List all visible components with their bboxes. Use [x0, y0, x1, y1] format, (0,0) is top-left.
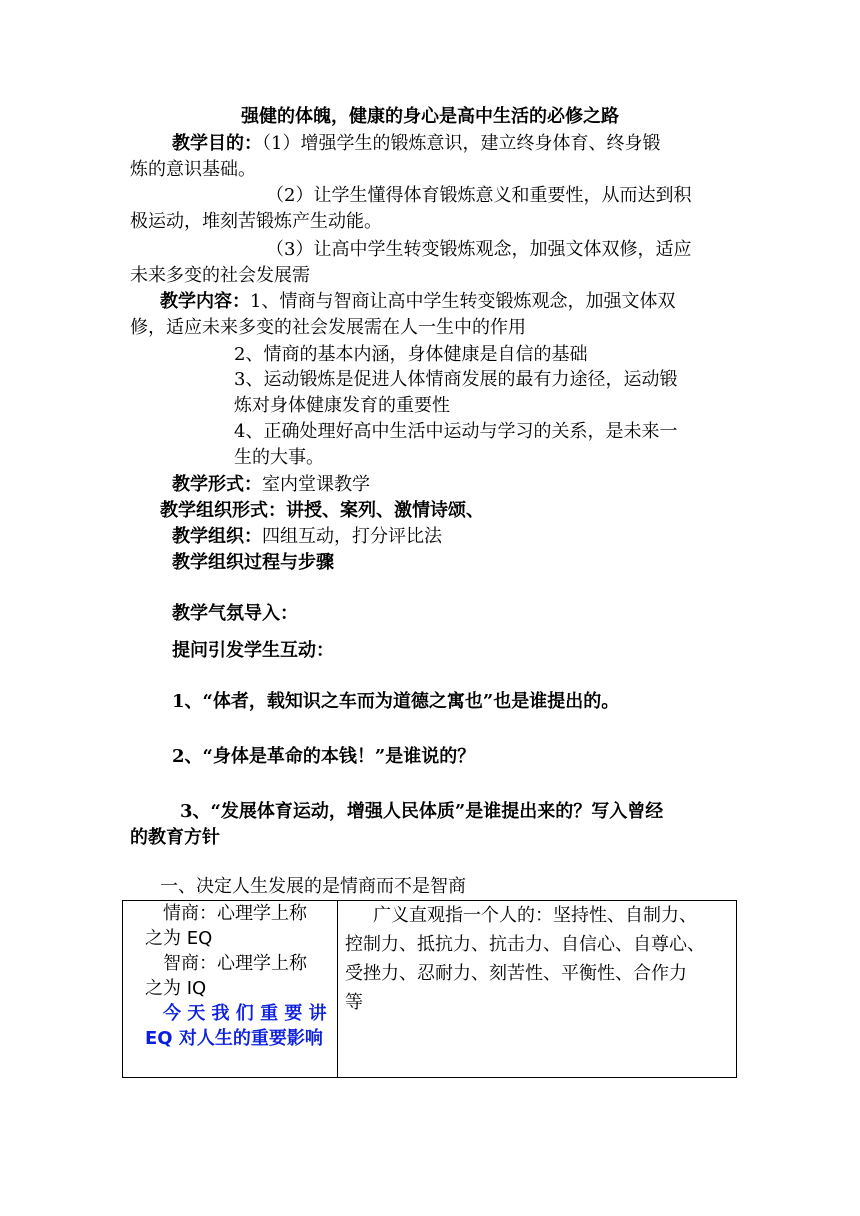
content-item-3b: 炼对身体健康发育的重要性: [234, 395, 450, 416]
objective-2a: （2）让学生懂得体育锻炼意义和重要性，从而达到积: [266, 185, 692, 206]
content-item-3a: 3、运动锻炼是促进人体情商发展的最有力途径，运动锻: [234, 369, 678, 390]
table-column-divider: [337, 901, 338, 1077]
objective-3b: 未来多变的社会发展需: [130, 265, 310, 286]
form-label: 教学形式：: [172, 474, 262, 495]
eq-traits-line-1: 广义直观指一个人的：坚持性、自制力、: [373, 905, 697, 926]
form-line: [172, 472, 370, 498]
section-heading-1: 一、决定人生发展的是情商而不是智商: [160, 876, 466, 897]
form-value: 室内堂课教学: [262, 474, 370, 495]
objectives-line-1: [172, 131, 660, 157]
objective-2b: 极运动，堆刻苦锻炼产生动能。: [130, 211, 382, 232]
org-line: [172, 524, 442, 550]
content-item-2: 2、情商的基本内涵，身体健康是自信的基础: [234, 344, 588, 365]
eq-traits-line-2: 控制力、抵抗力、抗击力、自信心、自尊心、: [345, 934, 705, 955]
content-line-1: [160, 289, 675, 315]
process-heading: 教学组织过程与步骤: [172, 552, 334, 573]
question-prompt: 提问引发学生互动：: [172, 640, 334, 661]
intro-heading: 教学气氛导入：: [172, 603, 298, 624]
question-3b: 的教育方针: [130, 827, 220, 848]
iq-definition-a: 智商：心理学上称: [163, 953, 307, 974]
objective-1b: 炼的意识基础。: [130, 159, 256, 180]
eq-traits-line-4: 等: [345, 992, 363, 1013]
emphasis-line-b: EQ 对人生的重要影响: [145, 1028, 323, 1049]
eq-traits-line-3: 受挫力、忍耐力、刻苦性、平衡性、合作力: [345, 963, 687, 984]
table-right-cell: [345, 901, 731, 1017]
document-title: 强健的体魄，健康的身心是高中生活的必修之路: [241, 106, 619, 127]
objective-1a: （1）增强学生的锻炼意识，建立终身体育、终身锻: [262, 133, 661, 154]
content-label: 教学内容：: [160, 291, 250, 312]
content-item-1a: 1、情商与智商让高中学生转变锻炼观念，加强文体双: [250, 291, 676, 312]
org-form-label: 教学组织形式：: [160, 500, 286, 521]
content-item-4b: 生的大事。: [234, 447, 324, 468]
org-label: 教学组织：: [172, 526, 262, 547]
org-value: 四组互动，打分评比法: [262, 526, 442, 547]
objectives-label: 教学目的：: [172, 133, 262, 154]
eq-definition-b: 之为 EQ: [145, 928, 213, 949]
emphasis-line-a: 今 天 我 们 重 要 讲: [163, 1003, 327, 1024]
org-form-value: 讲授、案列、激情诗颂、: [286, 500, 484, 521]
content-item-1b: 修，适应未来多变的社会发展需在人一生中的作用: [130, 317, 526, 338]
eq-definition-a: 情商：心理学上称: [163, 903, 307, 924]
table-left-cell: [145, 901, 331, 1051]
objective-3a: （3）让高中学生转变锻炼观念，加强文体双修，适应: [266, 239, 692, 260]
content-item-4a: 4、正确处理好高中生活中运动与学习的关系，是未来一: [234, 421, 678, 442]
org-form-line: [160, 498, 484, 524]
eq-iq-table: [122, 900, 737, 1078]
question-2: 2、“身体是革命的本钱！”是谁说的？: [172, 746, 476, 767]
question-1: 1、“体者，载知识之车而为道德之寓也”也是谁提出的。: [172, 691, 620, 712]
iq-definition-b: 之为 IQ: [145, 978, 207, 999]
question-3a: 3、“发展体育运动，增强人民体质”是谁提出来的？写入曾经: [180, 801, 664, 822]
